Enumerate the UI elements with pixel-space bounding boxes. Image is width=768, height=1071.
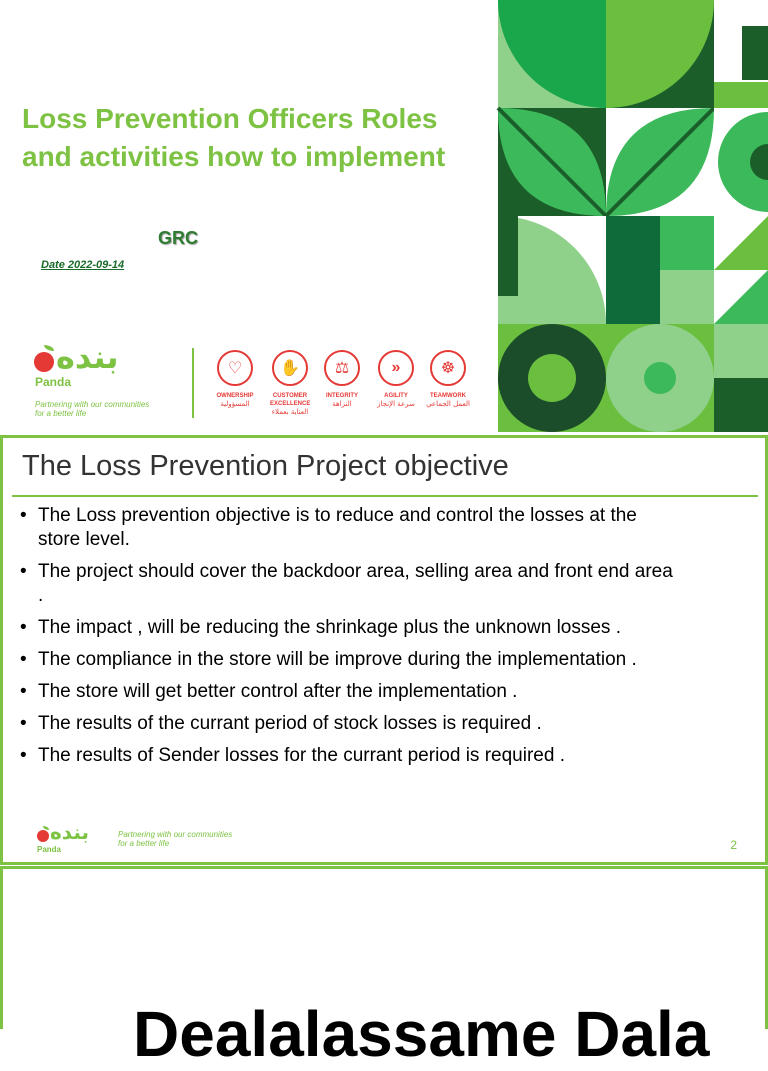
- chevrons-right-icon: »: [378, 350, 414, 386]
- logo-name: Panda: [35, 375, 72, 389]
- logo-tagline-1: Partnering with our communities: [35, 400, 150, 409]
- value-label: CUSTOMER EXCELLENCE: [270, 393, 311, 407]
- logo-arabic-text: بنده: [56, 338, 119, 376]
- value-label-ar: النزاهة: [332, 400, 352, 408]
- page-number: 2: [730, 838, 737, 852]
- geometric-pattern: [498, 0, 768, 432]
- team-icon: ☸: [430, 350, 466, 386]
- logo-arabic-text: بنده: [50, 820, 90, 844]
- title-slide: [0, 0, 768, 432]
- value-ownership: [205, 350, 265, 409]
- value-label-ar: المسؤولية: [220, 400, 250, 408]
- value-label: AGILITY: [384, 393, 408, 399]
- logo-leaf-icon: [44, 345, 54, 351]
- list-item: • The impact , will be reducing the shrinkage plus the unknown losses .: [20, 617, 621, 638]
- slide-title: The Loss Prevention Project objective: [22, 450, 509, 482]
- hands-heart-icon: ♡: [217, 350, 253, 386]
- partial-slide-title: Dealalassame Dala: [133, 998, 710, 1070]
- list-item: • The project should cover the backdoor area, selling area and front end area .: [20, 561, 673, 606]
- objective-list: [17, 504, 677, 776]
- footer-tagline-1: Partnering with our communities: [118, 830, 233, 839]
- logo-divider: [192, 348, 194, 418]
- list-item: • The compliance in the store will be improve during the implementation .: [20, 649, 637, 670]
- logo-apple-icon: [37, 830, 49, 842]
- scales-icon: ⚖: [324, 350, 360, 386]
- list-item: • The Loss prevention objective is to reduce and control the losses at the store level.: [20, 505, 637, 550]
- objective-slide: [0, 435, 768, 865]
- value-label: TEAMWORK: [430, 393, 466, 399]
- list-item: • The store will get better control after the implementation .: [20, 681, 518, 702]
- value-label-ar: سرعة الإنجاز: [377, 400, 415, 408]
- value-label: INTEGRITY: [325, 393, 358, 399]
- slide-title: Loss Prevention Officers Roles and activities how to implement: [22, 103, 446, 172]
- list-item: • The results of Sender losses for the currant period is required .: [20, 745, 565, 766]
- value-label: OWNERSHIP: [216, 393, 254, 399]
- value-integrity: [312, 350, 372, 409]
- value-agility: [366, 350, 426, 409]
- title-divider: [12, 495, 758, 497]
- footer-tagline-2: for a better life: [118, 839, 170, 848]
- list-item: • The results of the currant period of stock losses is required .: [20, 713, 542, 734]
- logo-tagline-2: for a better life: [35, 409, 87, 418]
- value-label-ar: العناية بعملاء: [271, 408, 309, 416]
- next-slide-partial: [0, 866, 768, 1070]
- department-label: GRC: [158, 228, 198, 248]
- value-teamwork: [418, 350, 478, 409]
- value-label-ar: العمل الجماعي: [426, 400, 470, 408]
- slide-date: Date 2022-09-14: [41, 259, 125, 271]
- handshake-icon: ✋: [272, 350, 308, 386]
- value-customer-excellence: [260, 350, 320, 417]
- logo-name: Panda: [37, 845, 62, 854]
- logo-apple-icon: [34, 352, 54, 372]
